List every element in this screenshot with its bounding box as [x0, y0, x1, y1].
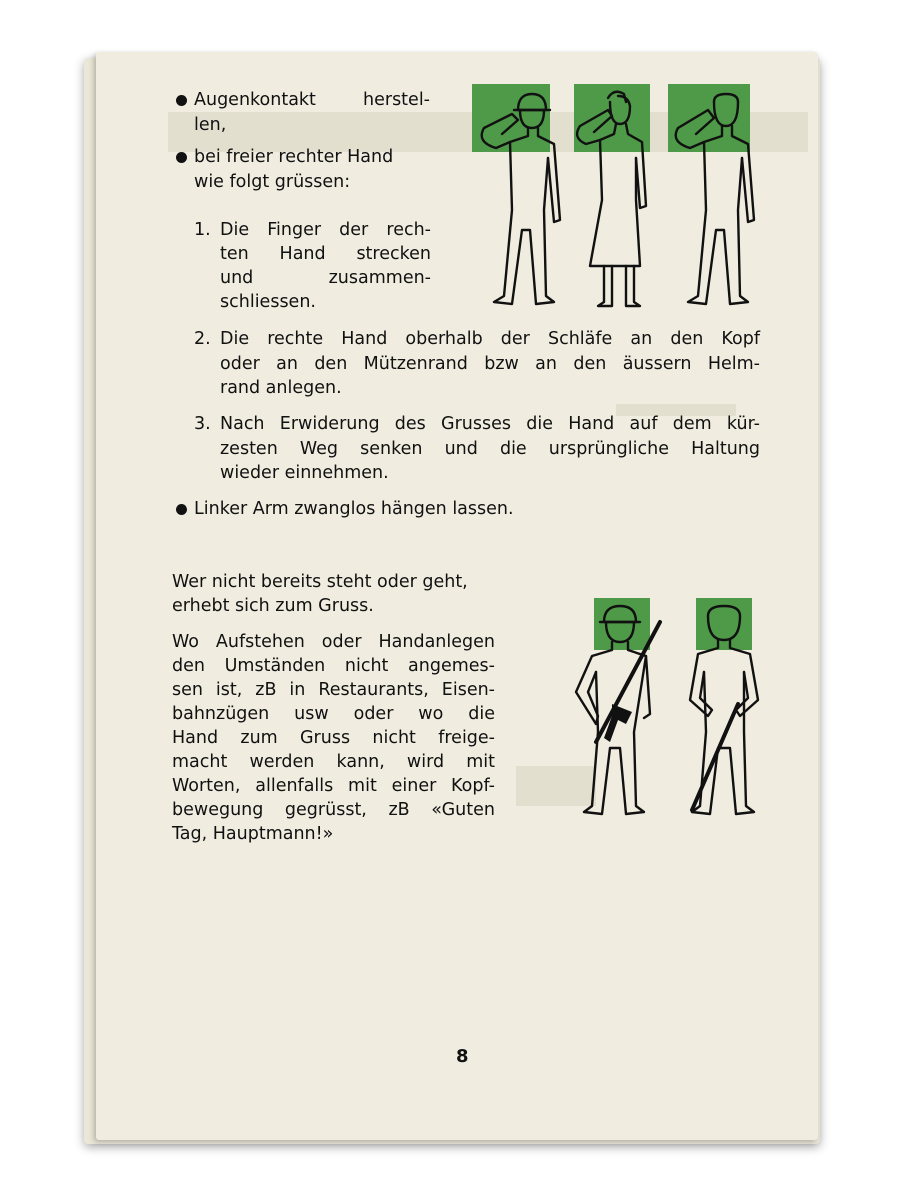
para2-line: Hand zum Gruss nicht freige- — [172, 728, 495, 748]
bullet-dot — [176, 504, 187, 515]
bullet1-word: Augenkontakt — [194, 90, 316, 110]
bullet-dot — [176, 95, 187, 106]
saluting-woman-figure — [570, 80, 660, 320]
step-number: 2. — [194, 329, 211, 349]
para1-line: erhebt sich zum Gruss. — [172, 596, 374, 616]
green-panel — [668, 84, 750, 152]
para2-line: bahnzügen usw oder wo die — [172, 704, 495, 724]
para2-line: macht werden kann, wird mit — [172, 752, 495, 772]
para2-line: Worten, allenfalls mit einer Kopf- — [172, 776, 495, 796]
step2-line: Die rechte Hand oberhalb der Schläfe an den Kopf — [220, 329, 760, 349]
bullet1-line2: len, — [194, 115, 227, 135]
step2-line: rand anlegen. — [220, 378, 342, 398]
para2-line: sen ist, zB in Restaurants, Eisen- — [172, 680, 495, 700]
page-number: 8 — [456, 1046, 469, 1067]
para2-line: den Umständen nicht angemes- — [172, 656, 495, 676]
saluting-soldier-helmet-figure — [466, 80, 566, 320]
bullet-dot — [176, 152, 187, 163]
soldier-with-rifle-lowered-figure — [678, 592, 778, 832]
bullet2-line1: bei freier rechter Hand — [194, 147, 394, 167]
soldier-with-rifle-held-figure — [566, 592, 676, 832]
page — [96, 52, 818, 1140]
para1-line: Wer nicht bereits steht oder geht, — [172, 572, 468, 592]
para2-line: bewegung gegrüsst, zB «Guten — [172, 800, 495, 820]
step-number: 1. — [194, 220, 211, 240]
para2-line: Wo Aufstehen oder Handanlegen — [172, 632, 495, 652]
step-number: 3. — [194, 414, 211, 434]
bullet1-line1 — [194, 88, 430, 113]
step1-line: Die Finger der rech- — [220, 220, 431, 240]
step1-line: ten Hand strecken — [220, 244, 431, 264]
bullet1-word: herstel- — [363, 90, 430, 110]
step3-line: wieder einnehmen. — [220, 463, 389, 483]
bullet3-text: Linker Arm zwanglos hängen lassen. — [194, 499, 514, 519]
step3-line: zesten Weg senken und die ursprüngliche Haltung — [220, 439, 760, 459]
step3-line: Nach Erwiderung des Grusses die Hand auf dem kür- — [220, 414, 760, 434]
saluting-soldier-cap-figure — [662, 80, 766, 320]
step1-line: schliessen. — [220, 292, 316, 312]
step2-line: oder an den Mützenrand bzw an den äussern Helm- — [220, 354, 760, 374]
step1-line: und zusammen- — [220, 268, 431, 288]
bullet2-line2: wie folgt grüssen: — [194, 172, 351, 192]
para2-line: Tag, Hauptmann!» — [172, 824, 334, 844]
